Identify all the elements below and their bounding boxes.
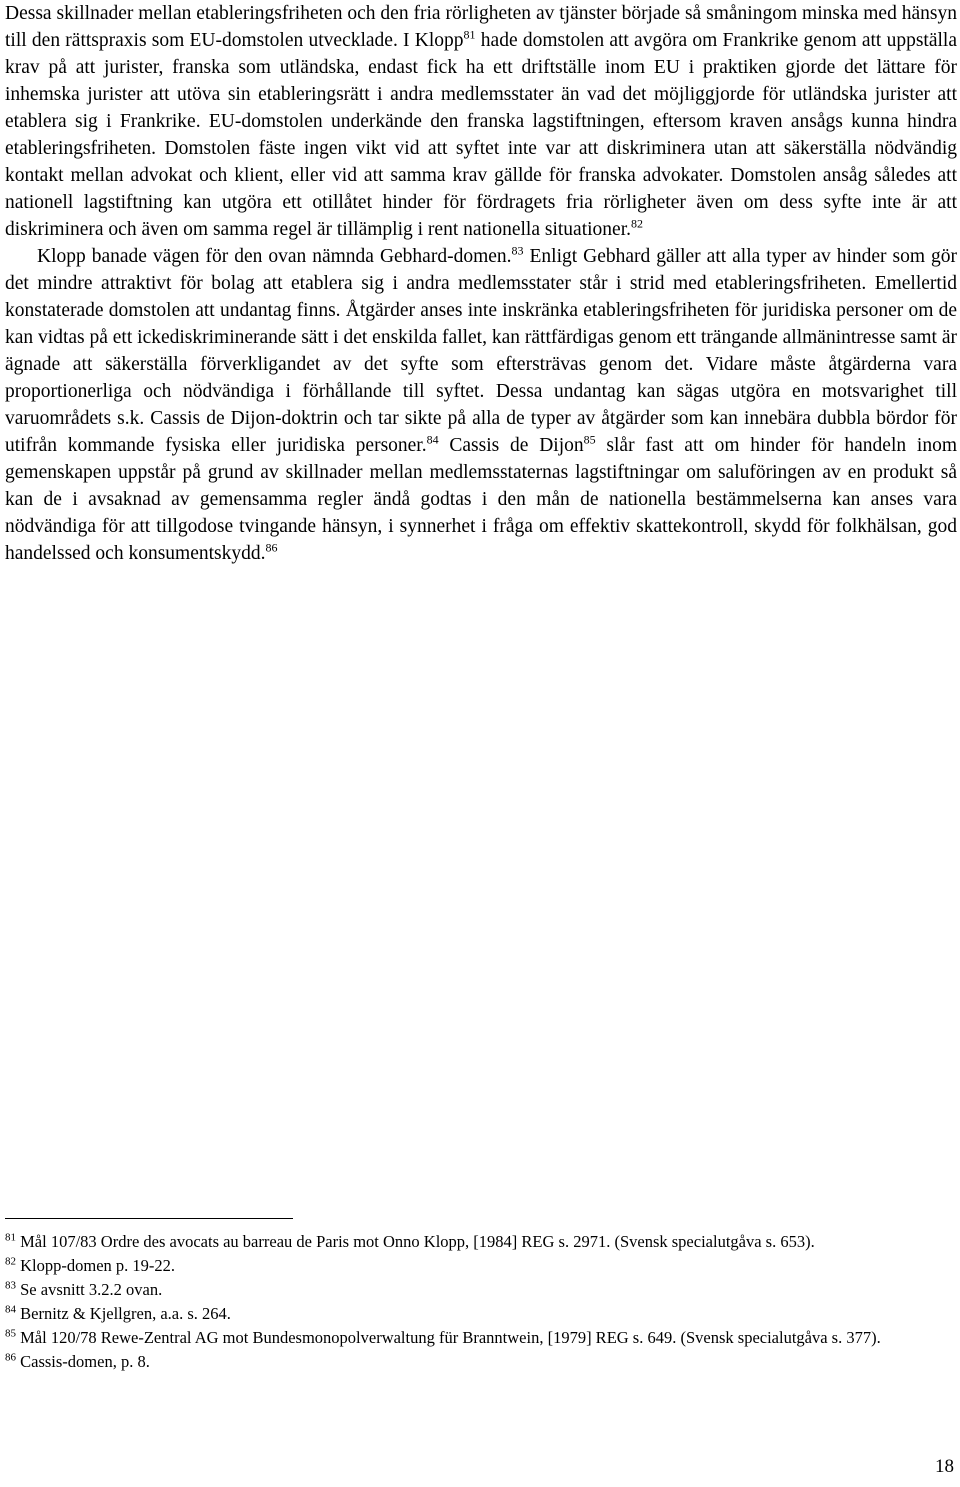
paragraph-2 <box>5 243 957 567</box>
footnote-ref-85[interactable]: 85 <box>583 432 596 447</box>
footnote-separator <box>5 1218 293 1219</box>
footnote-text: Bernitz & Kjellgren, a.a. s. 264. <box>16 1304 231 1323</box>
paragraph-1-text-a: Dessa skillnader mellan etableringsfriheten och den fria rörligheten av tjänster började så småningom minska med hänsyn till den rättspraxis som EU-domstolen utvecklade. I Klopp <box>5 3 957 51</box>
main-text <box>5 0 957 567</box>
paragraph-2-text-d: slår fast att om hinder för handeln inom gemenskapen uppstår på grund av skillnader mellan medlemsstaternas lagstiftningar om saluföringen av en produkt så kan de i avsaknad av gemensamma regler ändå godtas i den mån de nationella bestämmelserna kan anses vara nödvändiga för att tillgodose tvingande hänsyn, i synnerhet i fråga om effektiv skattekontroll, skydd för folkhälsan, god handelssed och konsumentskydd. <box>5 435 957 564</box>
paragraph-2-text-c: Cassis de Dijon <box>438 435 584 456</box>
footnote-85 <box>5 1326 953 1350</box>
footnote-number: 83 <box>5 1279 16 1292</box>
footnote-ref-82[interactable]: 82 <box>630 216 643 231</box>
footnote-text: Mål 107/83 Ordre des avocats au barreau de Paris mot Onno Klopp, [1984] REG s. 2971. (Svensk specialutgåva s. 653). <box>16 1232 815 1251</box>
footnote-83 <box>5 1278 953 1302</box>
footnote-number: 86 <box>5 1351 16 1364</box>
footnote-ref-81[interactable]: 81 <box>463 27 476 42</box>
footnote-ref-84[interactable]: 84 <box>426 432 439 447</box>
footnotes <box>5 1230 953 1374</box>
footnote-86 <box>5 1350 953 1374</box>
paragraph-1 <box>5 0 957 243</box>
footnote-number: 84 <box>5 1303 16 1316</box>
page-number: 18 <box>935 1456 954 1477</box>
footnote-text: Klopp-domen p. 19-22. <box>16 1256 176 1275</box>
footnote-text: Se avsnitt 3.2.2 ovan. <box>16 1280 163 1299</box>
footnote-number: 81 <box>5 1231 16 1244</box>
footnote-81 <box>5 1230 953 1254</box>
footnote-ref-83[interactable]: 83 <box>511 243 524 258</box>
footnote-number: 82 <box>5 1255 16 1268</box>
footnote-ref-86[interactable]: 86 <box>265 540 278 555</box>
paragraph-2-text-a: Klopp banade vägen för den ovan nämnda Gebhard-domen. <box>37 246 512 267</box>
footnote-text: Mål 120/78 Rewe-Zentral AG mot Bundesmonopolverwaltung für Branntwein, [1979] REG s. 649. (Svensk specialutgåva s. 377). <box>16 1328 881 1347</box>
footnote-number: 85 <box>5 1327 16 1340</box>
paragraph-2-text-b: Enligt Gebhard gäller att alla typer av hinder som gör det mindre attraktivt för bolag att etablera sig i andra medlemsstater står i strid med etableringsfriheten. Emellertid konstaterade domstolen att undantag finns. Åtgärder anses inte inskränka etableringsfriheten för juridiska personer om de kan vidtas på ett ickediskriminerande sätt i det enskilda fallet, kan rättfärdigas genom ett trängande allmänintresse samt är ägnade att säkerställa förverkligandet av det syfte som eftersträvas genom det. Vidare måste åtgärderna vara proportionerliga och nödvändiga i förhållande till syftet. Dessa undantag kan sägas utgöra en motsvarighet till varuområdets s.k. Cassis de Dijon-doktrin och tar sikte på alla de typer av åtgärder som kan innebära dubbla bördor för utifrån kommande fysiska eller juridiska personer. <box>5 246 957 456</box>
footnote-text: Cassis-domen, p. 8. <box>16 1352 150 1371</box>
footnote-82 <box>5 1254 953 1278</box>
footnote-84 <box>5 1302 953 1326</box>
paragraph-1-text-b: hade domstolen att avgöra om Frankrike genom att uppställa krav på att jurister, franska som utländska, endast fick ha ett driftställe inom EU i praktiken gjorde det lättare för inhemska jurister att utöva sin etableringsrätt i andra medlemsstater än vad det möjliggjorde för utländska jurister att etablera sig i Frankrike. EU-domstolen underkände den franska lagstiftningen, eftersom kraven ansågs kunna hindra etableringsfriheten. Domstolen fäste ingen vikt vid att syftet inte var att diskriminera utan att säkerställa nödvändig kontakt mellan advokat och klient, eller vid att samma krav gällde för franska advokater. Domstolen ansåg således att nationell lagstiftning kan utgöra ett otillåtet hinder för fördragets fria rörligheter även om dess syfte inte är att diskriminera och även om samma regel är tillämplig i rent nationella situationer. <box>5 30 957 240</box>
